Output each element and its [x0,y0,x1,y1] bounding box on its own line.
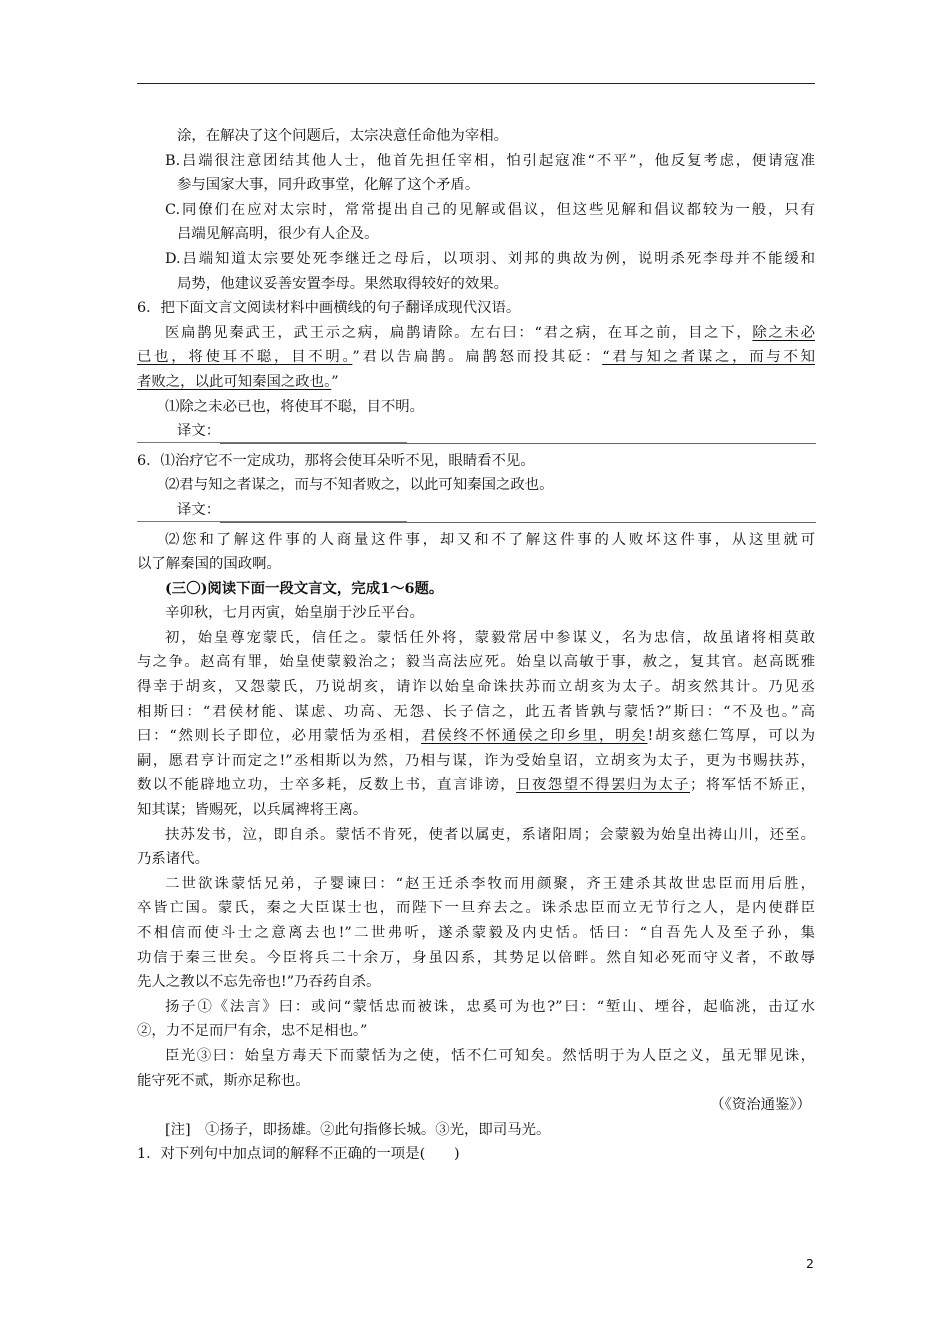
passage-text: ；将军恬不矫正， [689,777,815,794]
passage-line: 知其谋；皆赐死，以兵属裨将王离。 [137,802,368,819]
underlined-sentence: “君与知之者谋之，而与不知 [602,349,816,366]
section-heading: (三〇)阅读下面一段文言文，完成1～6题。 [165,579,444,597]
divider [137,521,407,522]
passage-text: 医扁鹊见秦武王，武王示之病，扁鹊请除。左右曰：“君之病，在耳之前，目之下， [165,324,753,341]
text-line: 以了解秦国的国政啊。 [137,556,281,573]
question-6-heading: 6．把下面文言文阅读材料中画横线的句子翻译成现代汉语。 [137,300,521,317]
passage-line: 得幸于胡亥，又怨蒙氏，乃说胡亥，请诈以始皇命诛扶苏而立胡亥为太子。胡亥然其计。乃见丞 [137,679,815,696]
footnote: [注] ①扬子，即扬雄。②此句指修长城。③光，即司马光。 [165,1121,551,1138]
passage-line: 嗣，愿君亨计而定之!”丞相斯以为然，乃相与谋，诈为受始皇诏，立胡亥为太子，更为书赐扶苏， [137,752,815,769]
source-citation: （《资治通鉴》） [710,1097,811,1114]
underlined-sentence: 日夜怨望不得罢归为太子 [516,777,690,794]
passage-text: ”君以告扁鹊。扁鹊怒而投其砭： [352,349,603,366]
translation-label: 译文： [177,423,221,440]
answer-line [137,419,815,444]
passage-line: 辛卯秋，七月丙寅，始皇崩于沙丘平台。 [165,605,425,622]
passage-text: 曰：“然则长子即位，必用蒙恬为丞相， [137,728,422,745]
passage-line: 相斯曰：“君侯材能、谋虑、功高、无怨、长子信之，此五者皆孰与蒙恬?”斯曰：“不及也。”高 [137,703,815,720]
passage-line: 扬子①《法言》曰：或问“蒙恬忠而被诛，忠奚可为也?”曰：“堑山、堙谷，起临洮，击辽水 [165,998,815,1015]
answer-key-1: 6．⑴治疗它不一定成功，那将会使耳朵听不见，眼睛看不见。 [137,452,535,469]
text-line: 吕端见解高明，很少有人企及。 [177,226,379,243]
option-d: D.吕端知道太宗要处死李继迁之母后，以项羽、刘邦的典故为例，说明杀死李母并不能缓和 [165,250,815,267]
underlined-sentence: 除之未必 [752,324,815,341]
passage-line: 乃系诸代。 [137,851,209,868]
passage-line: 臣光③曰：始皇方毒天下而蒙恬为之使，恬不仁可知矣。然恬明于为人臣之义，虽无罪见诛， [165,1047,815,1064]
text-line: 涂，在解决了这个问题后，太宗决意任命他为宰相。 [177,128,508,144]
passage-line: 不相信而使斗士之意离去也!”二世弗听，遂杀蒙毅及内史恬。恬曰：“自吾先人及至子孙，集 [137,925,815,941]
underlined-sentence: 君侯终不怀通侯之印乡里，明矣 [421,728,648,745]
passage-text: !胡亥慈仁笃厚，可以为 [647,728,815,745]
page-number: 2 [806,1256,814,1271]
option-c: C.同僚们在应对太宗时，常常提出自己的见解或倡议，但这些见解和倡议都较为一般，只有 [165,201,815,218]
passage-text: 数以不能辟地立功，士卒多耗，反数上书，直言诽谤， [137,777,517,794]
passage-line [137,773,815,798]
passage-line [137,345,815,370]
sub-question-2: ⑵君与知之者谋之，而与不知者败之，以此可知秦国之政也。 [165,477,554,494]
text-line: 局势，他建议妥善安置李母。果然取得较好的效果。 [177,275,508,292]
passage-text: ” [331,373,339,390]
passage-line [137,321,815,346]
passage-line: 初，始皇尊宠蒙氏，信任之。蒙恬任外将，蒙毅常居中参谋义，名为忠信，故虽诸将相莫敢 [165,629,815,646]
passage-line: 先人之教以不忘先帝也!”乃吞药自杀。 [137,974,381,991]
translation-label: 译文： [177,501,221,518]
passage-line: 与之争。赵高有罪，始皇使蒙毅治之；毅当高法应死。始皇以高敏于事，赦之，复其官。赵高既雅 [137,654,815,671]
underlined-sentence: 已也，将使耳不聪，目不明。 [137,349,353,366]
answer-line [137,498,815,523]
question-1: 1．对下列句中加点词的解释不正确的一项是( ) [137,1146,460,1163]
passage-line: 二世欲诛蒙恬兄弟，子婴谏曰：“赵王迁杀李牧而用颜聚，齐王建杀其故世忠臣而用后胜， [165,875,815,892]
passage-line: 能守死不贰，斯亦足称也。 [137,1072,310,1089]
underlined-sentence: 者败之，以此可知秦国之政也。 [137,373,332,390]
option-b: B.吕端很注意团结其他人士，他首先担任宰相，怕引起寇准“不平”，他反复考虑，便请寇准 [165,152,815,169]
passage-line [137,724,815,749]
document-page [137,124,815,1167]
answer-key-2: ⑵您和了解这件事的人商量这件事，却又和不了解这件事的人败坏这件事，从这里就可 [165,531,815,548]
passage-line: 扶苏发书，泣，即自杀。蒙恬不肯死，使者以属吏，系诸阳周；会蒙毅为始皇出祷山川，还至。 [165,826,815,843]
passage-line: ②，力不足而尸有余，忠不足相也。” [137,1023,368,1040]
text-line: 参与国家大事，同升政事堂，化解了这个矛盾。 [177,177,480,194]
sub-question-1: ⑴除之未必已也，将使耳不聪，目不明。 [165,398,425,415]
passage-line: 功信于秦三世矣。今臣将兵二十余万，身虽囚系，其势足以倍畔。然自知必死而守义者，不敢辱 [137,949,815,966]
passage-line: 卒皆亡国。蒙氏，秦之大臣谋士也，而陛下一旦弃去之。诛杀忠臣而立无节行之人，是内使群臣 [137,900,815,917]
passage-line [137,370,815,395]
header-rule [137,83,815,84]
divider [137,442,407,443]
